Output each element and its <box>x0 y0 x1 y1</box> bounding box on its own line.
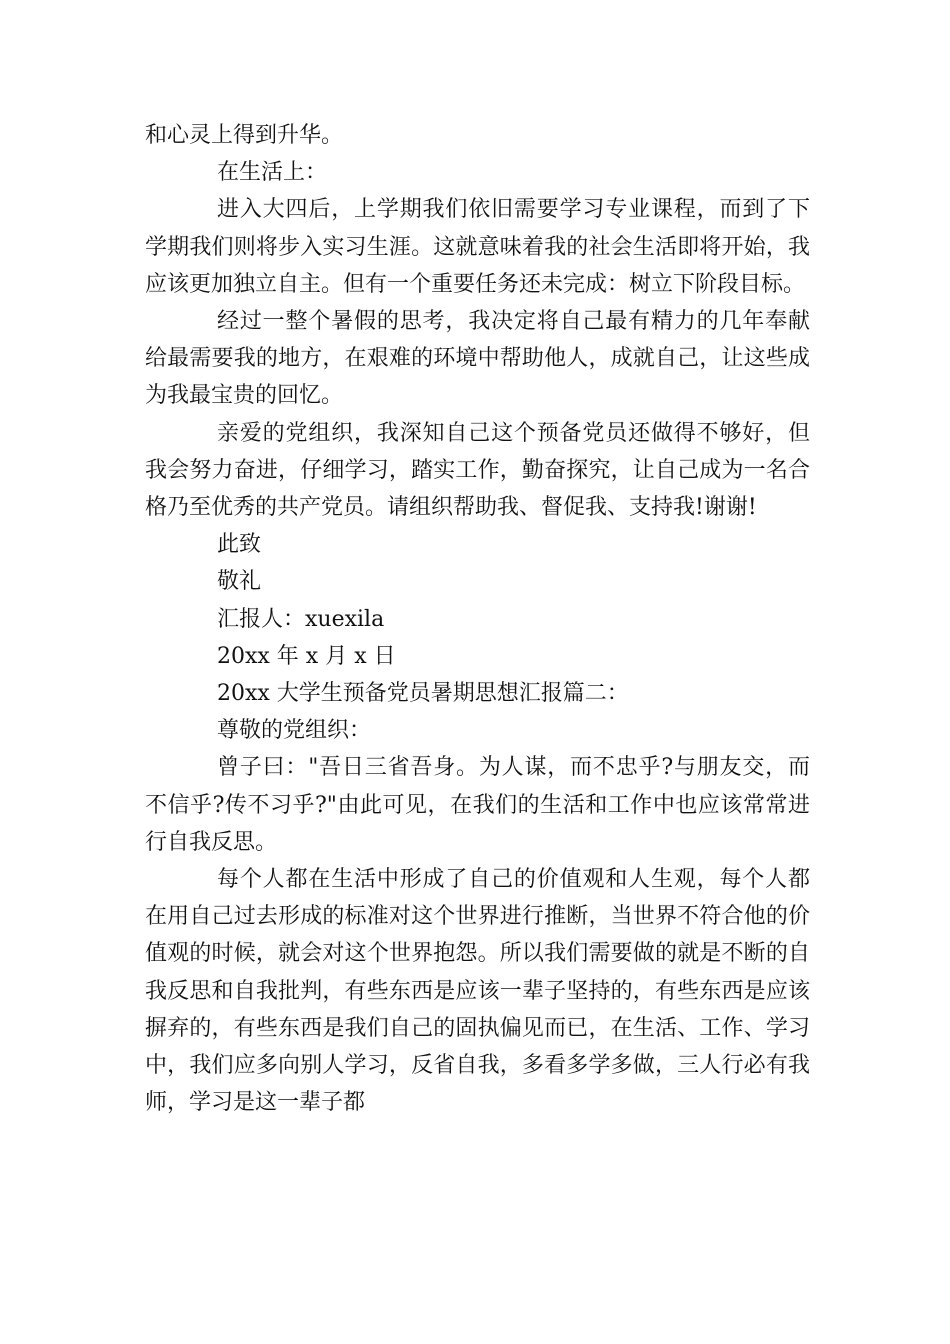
greeting: 尊敬的党组织： <box>217 718 372 744</box>
closing-regards: 敬礼 <box>217 569 262 595</box>
paragraph: 经过一整个暑假的思考，我决定将自己最有精力的几年奉献给最需要我的地方，在艰难的环境中帮助他人，成就自己，让这些成为我最宝贵的回忆。 <box>145 309 810 409</box>
paragraph-continuation: 和心灵上得到升华。 <box>145 123 344 148</box>
document-body <box>145 117 810 1121</box>
paragraph: 亲爱的党组织，我深知自己这个预备党员还做得不够好，但我会努力奋进，仔细学习，踏实工作，勤奋探究，让自己成为一名合格乃至优秀的共产党员。请组织帮助我、督促我、支持我!谢谢! <box>145 420 810 521</box>
section-title: 20xx 大学生预备党员暑期思想汇报篇二： <box>217 681 629 707</box>
paragraph: 曾子曰："吾日三省吾身。为人谋，而不忠乎?与朋友交，而不信乎?传不习乎?"由此可见，在我们的生活和工作中也应该常常进行自我反思。 <box>145 755 810 855</box>
report-date: 20xx 年 x 月 x 日 <box>217 643 396 669</box>
reporter-signature: 汇报人：xuexila <box>217 606 385 632</box>
section-heading-life: 在生活上： <box>217 160 328 186</box>
closing-salutation: 此致 <box>217 532 262 558</box>
paragraph: 进入大四后，上学期我们依旧需要学习专业课程，而到了下学期我们则将步入实习生涯。这就意味着我的社会生活即将开始，我应该更加独立自主。但有一个重要任务还未完成：树立下阶段目标。 <box>145 197 810 297</box>
paragraph: 每个人都在生活中形成了自己的价值观和人生观，每个人都在用自己过去形成的标准对这个世界进行推断，当世界不符合他的价值观的时候，就会对这个世界抱怨。所以我们需要做的就是不断的自我反思和自我批判，有些东西是应该一辈子坚持的，有些东西是应该摒弃的，有些东西是我们自己的固执偏见而已，在生活、工作、学习中，我们应多向别人学习，反省自我，多看多学多做，三人行必有我师，学习是这一辈子都 <box>145 867 810 1116</box>
